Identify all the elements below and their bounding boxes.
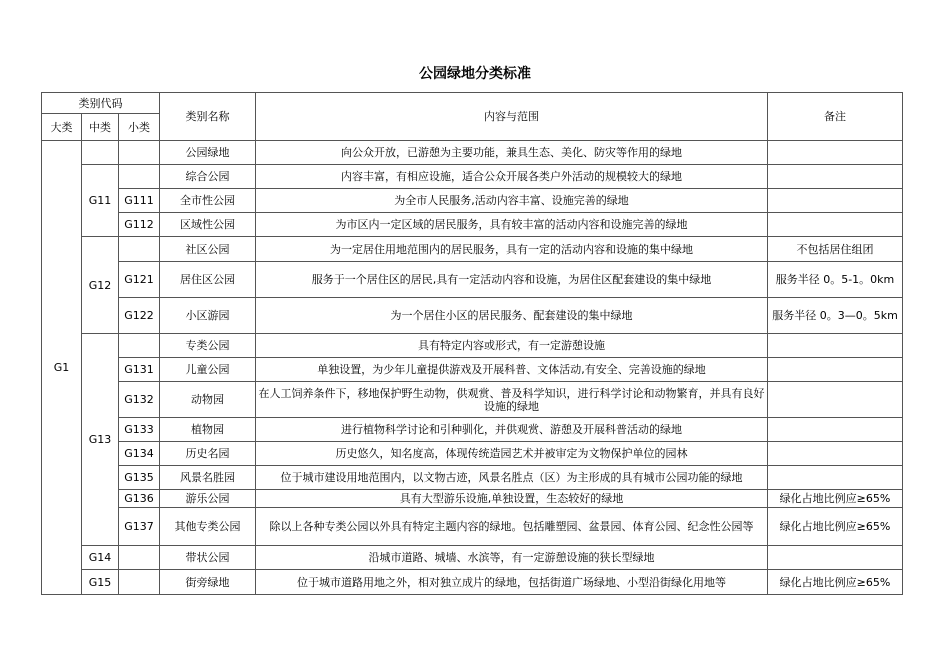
cell-content: 在人工饲养条件下，移地保护野生动物，供观赏、普及科学知识，进行科学讨论和动物繁育，并具有良好设施的绿地	[256, 382, 768, 418]
table-row	[42, 508, 903, 546]
table-row	[42, 442, 903, 466]
cell-minor: G111	[119, 189, 160, 213]
cell-name: 历史名园	[160, 442, 256, 466]
table-row	[42, 165, 903, 189]
cell-content: 位于城市建设用地范围内，以文物古迹，风景名胜点（区）为主形成的具有城市公园功能的绿地	[256, 466, 768, 490]
cell-minor: G136	[119, 490, 160, 508]
cell-note: 绿化占地比例应≥65%	[768, 570, 903, 595]
header-note: 备注	[768, 93, 903, 141]
cell-minor: G135	[119, 466, 160, 490]
table-row	[42, 298, 903, 334]
table-row	[42, 334, 903, 358]
cell-mid: G14	[82, 546, 119, 570]
cell-minor: G134	[119, 442, 160, 466]
cell-note: 绿化占地比例应≥65%	[768, 508, 903, 546]
cell-content: 为市区内一定区域的居民服务，具有较丰富的活动内容和设施完善的绿地	[256, 213, 768, 237]
header-major: 大类	[42, 114, 82, 141]
cell-content: 服务于一个居住区的居民,具有一定活动内容和设施，为居住区配套建设的集中绿地	[256, 262, 768, 298]
cell-mid: G12	[82, 237, 119, 334]
cell-note: 服务半径 0。5-1。0km	[768, 262, 903, 298]
table-row	[42, 490, 903, 508]
cell-note	[768, 418, 903, 442]
cell-note	[768, 546, 903, 570]
cell-content: 具有特定内容或形式，有一定游憩设施	[256, 334, 768, 358]
cell-name: 居住区公园	[160, 262, 256, 298]
cell-name: 儿童公园	[160, 358, 256, 382]
cell-content: 具有大型游乐设施,单独设置，生态较好的绿地	[256, 490, 768, 508]
cell-name: 动物园	[160, 382, 256, 418]
table-row	[42, 141, 903, 165]
cell-content: 历史悠久，知名度高，体现传统造园艺术并被审定为文物保护单位的园林	[256, 442, 768, 466]
cell-note	[768, 442, 903, 466]
cell-note: 不包括居住组团	[768, 237, 903, 262]
cell-content: 为全市人民服务,活动内容丰富、设施完善的绿地	[256, 189, 768, 213]
cell-name: 风景名胜园	[160, 466, 256, 490]
cell-name: 社区公园	[160, 237, 256, 262]
cell-minor: G132	[119, 382, 160, 418]
cell-name: 综合公园	[160, 165, 256, 189]
cell-mid: G15	[82, 570, 119, 595]
cell-note	[768, 213, 903, 237]
table-row	[42, 570, 903, 595]
cell-minor: G121	[119, 262, 160, 298]
table-row	[42, 189, 903, 213]
cell-minor	[119, 165, 160, 189]
cell-minor	[119, 141, 160, 165]
cell-mid: G11	[82, 165, 119, 237]
cell-mid	[82, 141, 119, 165]
cell-content: 向公众开放，已游憩为主要功能，兼具生态、美化、防灾等作用的绿地	[256, 141, 768, 165]
cell-note: 绿化占地比例应≥65%	[768, 490, 903, 508]
table-row	[42, 358, 903, 382]
cell-note	[768, 466, 903, 490]
cell-name: 区域性公园	[160, 213, 256, 237]
header-name: 类别名称	[160, 93, 256, 141]
cell-minor: G122	[119, 298, 160, 334]
cell-major: G1	[42, 141, 82, 595]
page-title: 公园绿地分类标准	[419, 66, 531, 82]
cell-minor	[119, 546, 160, 570]
cell-content: 位于城市道路用地之外，相对独立成片的绿地，包括街道广场绿地、小型沿街绿化用地等	[256, 570, 768, 595]
table-row	[42, 262, 903, 298]
cell-minor: G112	[119, 213, 160, 237]
cell-minor: G131	[119, 358, 160, 382]
table-row	[42, 237, 903, 262]
cell-content: 内容丰富，有相应设施，适合公众开展各类户外活动的规模较大的绿地	[256, 165, 768, 189]
table-row	[42, 382, 903, 418]
cell-minor: G133	[119, 418, 160, 442]
cell-name: 带状公园	[160, 546, 256, 570]
cell-minor: G137	[119, 508, 160, 546]
cell-note	[768, 141, 903, 165]
cell-content: 为一个居住小区的居民服务、配套建设的集中绿地	[256, 298, 768, 334]
header-minor: 小类	[119, 114, 160, 141]
cell-minor	[119, 570, 160, 595]
cell-content: 进行植物科学讨论和引种驯化，并供观赏、游憩及开展科普活动的绿地	[256, 418, 768, 442]
cell-minor	[119, 237, 160, 262]
cell-note	[768, 382, 903, 418]
cell-name: 全市性公园	[160, 189, 256, 213]
table-row	[42, 466, 903, 490]
cell-content: 除以上各种专类公园以外具有特定主题内容的绿地。包括雕塑园、盆景园、体育公园、纪念性公园等	[256, 508, 768, 546]
cell-name: 公园绿地	[160, 141, 256, 165]
cell-name: 专类公园	[160, 334, 256, 358]
table-header-row	[42, 93, 903, 114]
header-content: 内容与范围	[256, 93, 768, 141]
table-row	[42, 418, 903, 442]
cell-note	[768, 334, 903, 358]
cell-content: 沿城市道路、城墙、水滨等，有一定游憩设施的狭长型绿地	[256, 546, 768, 570]
cell-note	[768, 165, 903, 189]
cell-note: 服务半径 0。3—0。5km	[768, 298, 903, 334]
classification-table	[41, 92, 903, 595]
header-mid: 中类	[82, 114, 119, 141]
header-code: 类别代码	[42, 93, 160, 114]
cell-name: 游乐公园	[160, 490, 256, 508]
cell-content: 单独设置，为少年儿童提供游戏及开展科普、文体活动,有安全、完善设施的绿地	[256, 358, 768, 382]
cell-name: 小区游园	[160, 298, 256, 334]
table-row	[42, 213, 903, 237]
table-row	[42, 546, 903, 570]
cell-content: 为一定居住用地范围内的居民服务，具有一定的活动内容和设施的集中绿地	[256, 237, 768, 262]
cell-name: 植物园	[160, 418, 256, 442]
cell-note	[768, 189, 903, 213]
cell-minor	[119, 334, 160, 358]
cell-name: 其他专类公园	[160, 508, 256, 546]
cell-mid: G13	[82, 334, 119, 546]
cell-note	[768, 358, 903, 382]
cell-name: 街旁绿地	[160, 570, 256, 595]
